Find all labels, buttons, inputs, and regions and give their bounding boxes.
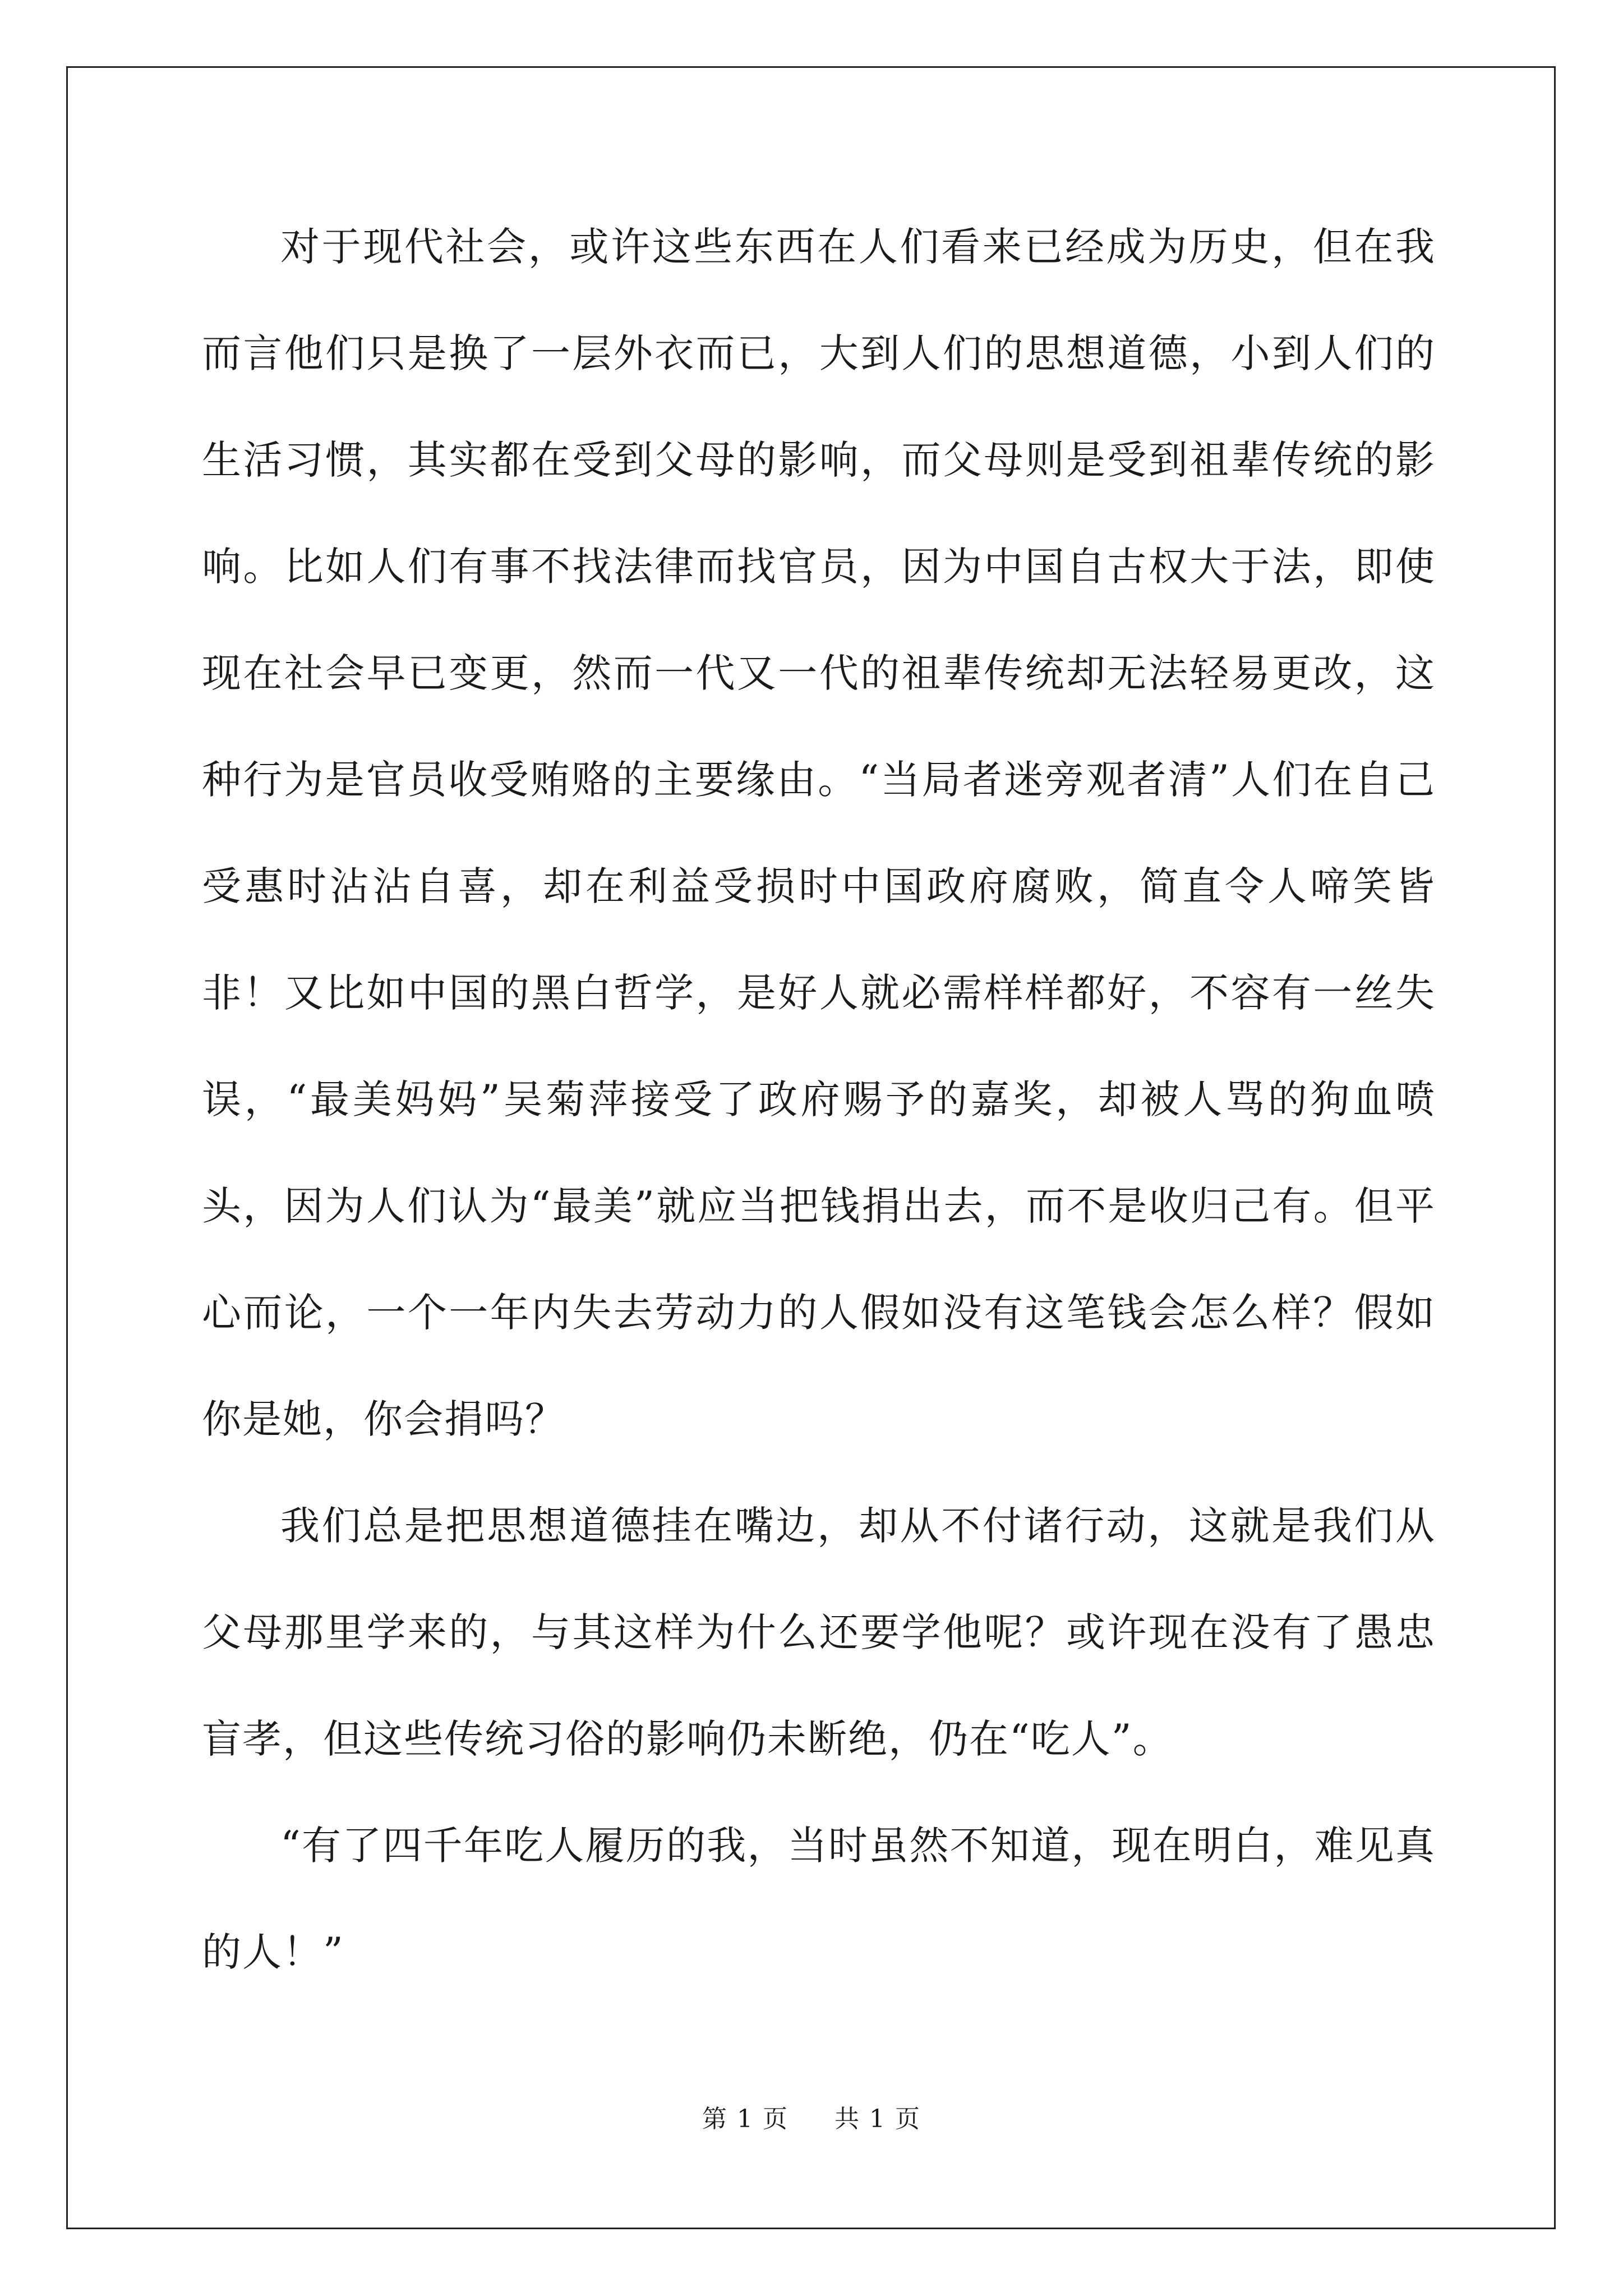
paragraph-1: 对于现代社会，或许这些东西在人们看来已经成为历史，但在我而言他们只是换了一层外衣而已，大到人们的思想道德，小到人们的生活习惯，其实都在受到父母的影响，而父母则是受到祖辈传统的影响。比如人们有事不找法律而找官员，因为中国自古权大于法，即使现在社会早已变更，然而一代又一代的祖辈传统却无法轻易更改，这种行为是官员收受贿赂的主要缘由。“当局者迷旁观者清”人们在自己受惠时沾沾自喜，却在利益受损时中国政府腐败，简直令人啼笑皆非！又比如中国的黑白哲学，是好人就必需样样都好，不容有一丝失误，“最美妈妈”吴菊萍接受了政府赐予的嘉奖，却被人骂的狗血喷头，因为人们认为“最美”就应当把钱捐出去，而不是收归己有。但平心而论，一个一年内失去劳动力的人假如没有这笔钱会怎么样？假如你是她，你会捐吗？ xyxy=(202,224,1436,1442)
page-number: 第 1 页 xyxy=(702,2105,789,2133)
paragraph-2: 我们总是把思想道德挂在嘴边，却从不付诸行动，这就是我们从父母那里学来的，与其这样为什么还要学他呢？或许现在没有了愚忠盲孝，但这些传统习俗的影响仍未断绝，仍在“吃人”。 xyxy=(202,1503,1436,1762)
page-total: 共 1 页 xyxy=(834,2105,921,2133)
page-footer xyxy=(0,2102,1623,2136)
paragraph-3: “有了四千年吃人履历的我，当时虽然不知道，现在明白，难见真的人！” xyxy=(202,1823,1436,1975)
document-body xyxy=(202,194,1436,2005)
